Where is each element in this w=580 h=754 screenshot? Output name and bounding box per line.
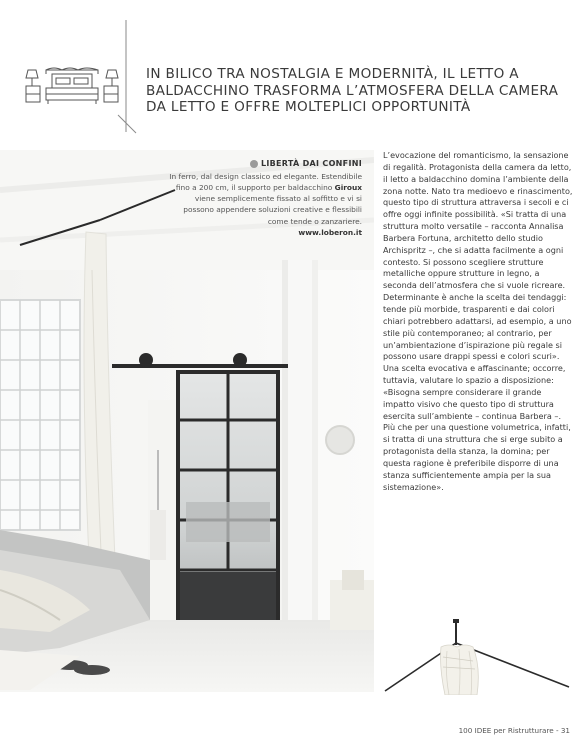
caption-text-1: In ferro, dal design classico ed elegante. Estendibile fino a 200 cm, il supporto per baldacchino: [169, 171, 362, 192]
caption-url[interactable]: www.loberon.it: [298, 227, 362, 237]
caption-title-row: [250, 158, 362, 169]
caption-brand: Giroux: [334, 183, 362, 192]
article-paragraph: L’evocazione del romanticismo, la sensazione di regalità. Protagonista della camera da letto, il letto a baldacchino domina l’ambiente della zona notte. Nato tra medioevo e rinascimento, questo tipo di struttura attraversa i secoli e ci offre oggi infinite possibilità. «Si tratta di una struttura molto versatile – racconta Annalisa Barbera Fortuna, architetto dello studio Archispritz –, che si adatta facilmente a ogni contesto. Si possono scegliere strutture metalliche oppure strutture in legno, a seconda dell’atmosfera che si vuole ricreare. Determinante è anche la scelta dei tendaggi: tende più morbide, trasparenti e dai colori chiari potrebbero adattarsi, ad esempio, a uno stile più contemporaneo; al contrario, per un’ambientazione d’ispirazione più regale si possono usare drappi spessi e colori scuri». Una scelta evocativa e affascinante; occorre, tuttavia, valutare lo spazio a disposizione: «Bisogna sempre considerare il grande impatto visivo che questo tipo di struttura esercita sull’ambiente – continua Barbera –. Più che per una questione volumetrica, infatti, si tratta di una struttura che si erge subito a protagonista della stanza, la domina; per questa ragione è preferibile disporre di una stanza sufficientemente ampia per la sua sistemazione».: [383, 150, 573, 492]
caption-body: [166, 171, 362, 227]
page-title: IN BILICO TRA NOSTALGIA E MODERNITÀ, IL LETTO A BALDACCHINO TRASFORMA L’ATMOSFERA DELLA CAMERA DA LETTO E OFFRE MOLTEPLICI OPPORTUNITÀ: [146, 66, 559, 115]
bed-canopy-icon: [22, 62, 122, 110]
page-header: [0, 0, 580, 140]
product-caption: [166, 158, 362, 238]
article-body: [383, 150, 573, 493]
page-footer: 100 IDEE per Ristrutturare - 31: [458, 726, 570, 735]
caption-title: LIBERTÀ DAI CONFINI: [260, 159, 362, 168]
header-rule: [112, 20, 142, 135]
bullet-dot-icon: [250, 160, 258, 168]
canopy-support-photo: [383, 617, 571, 695]
caption-text-2: viene semplicemente fissato al soffitto e vi si possono appendere soluzioni creative e flessibili come tende o zanzariere.: [183, 194, 362, 226]
